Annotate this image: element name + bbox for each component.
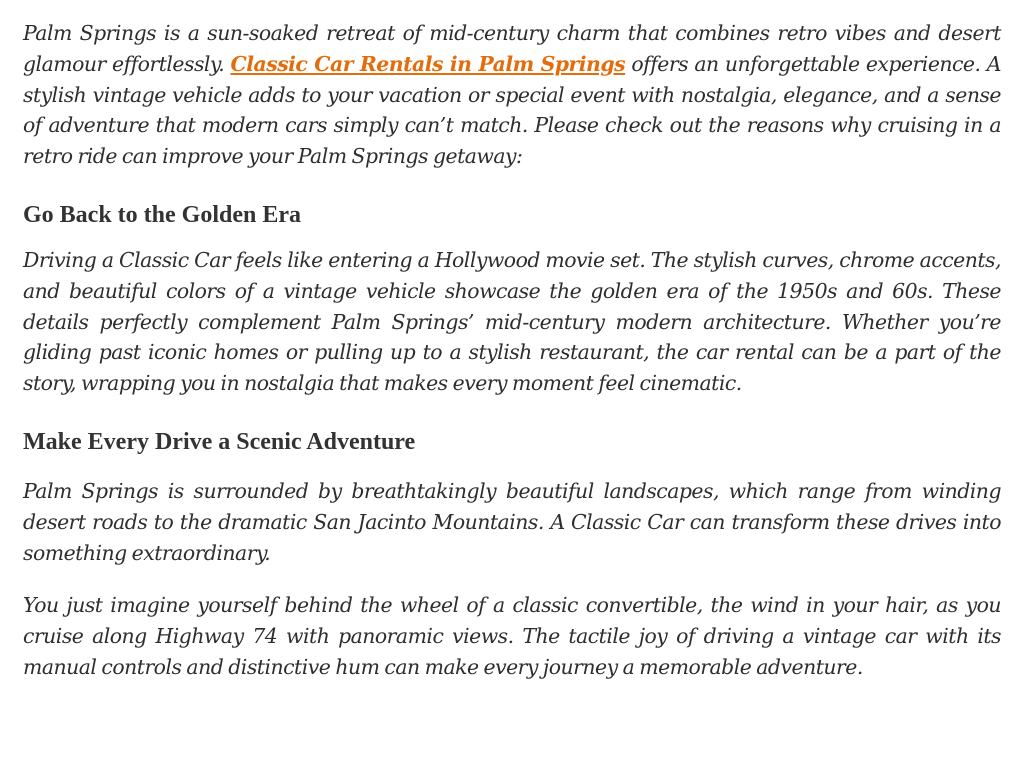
scenic-paragraph-1: Palm Springs is surrounded by breathtakingly beautiful landscapes, which range from winding desert roads to the dramatic San Jacinto Mountains. A Classic Car can transform these drives into something extraordinary. xyxy=(23,478,1001,565)
intro-text-before: Palm Springs is a sun-soaked retreat of mid-century charm that combines retro vibes and desert glamour effortlessly. xyxy=(23,21,1001,76)
section-heading-scenic-adventure: Make Every Drive a Scenic Adventure xyxy=(23,428,416,455)
section-heading-golden-era: Go Back to the Golden Era xyxy=(23,201,302,228)
scenic-paragraph-2: You just imagine yourself behind the wheel of a classic convertible, the wind in your hair, as you cruise along Highway 74 with panoramic views. The tactile joy of driving a vintage car with its manual controls and distinctive hum can make every journey a memorable adventure. xyxy=(23,593,1001,679)
intro-text-after: offers an unforgettable experience. A stylish vintage vehicle adds to your vacation or special event with nostalgia, elegance, and a sense of adventure that modern cars simply can’t match. Please check out the reasons why cruising in a retro ride can improve your Palm Springs getaway: xyxy=(23,51,1002,169)
article-page xyxy=(23,18,1001,683)
classic-car-rentals-link[interactable]: Classic Car Rentals in Palm Springs xyxy=(230,51,626,76)
intro-paragraph xyxy=(23,18,1001,172)
golden-era-paragraph: Driving a Classic Car feels like entering a Hollywood movie set. The stylish curves, chrome accents, and beautiful colors of a vintage vehicle showcase the golden era of the 1950s and 60s. These details perfectly complement Palm Springs’ mid-century modern architecture. Whether you’re gliding past iconic homes or pulling up to a stylish restaurant, the car rental can be a part of the story, wrapping you in nostalgia that makes every moment feel cinematic. xyxy=(23,247,1001,396)
